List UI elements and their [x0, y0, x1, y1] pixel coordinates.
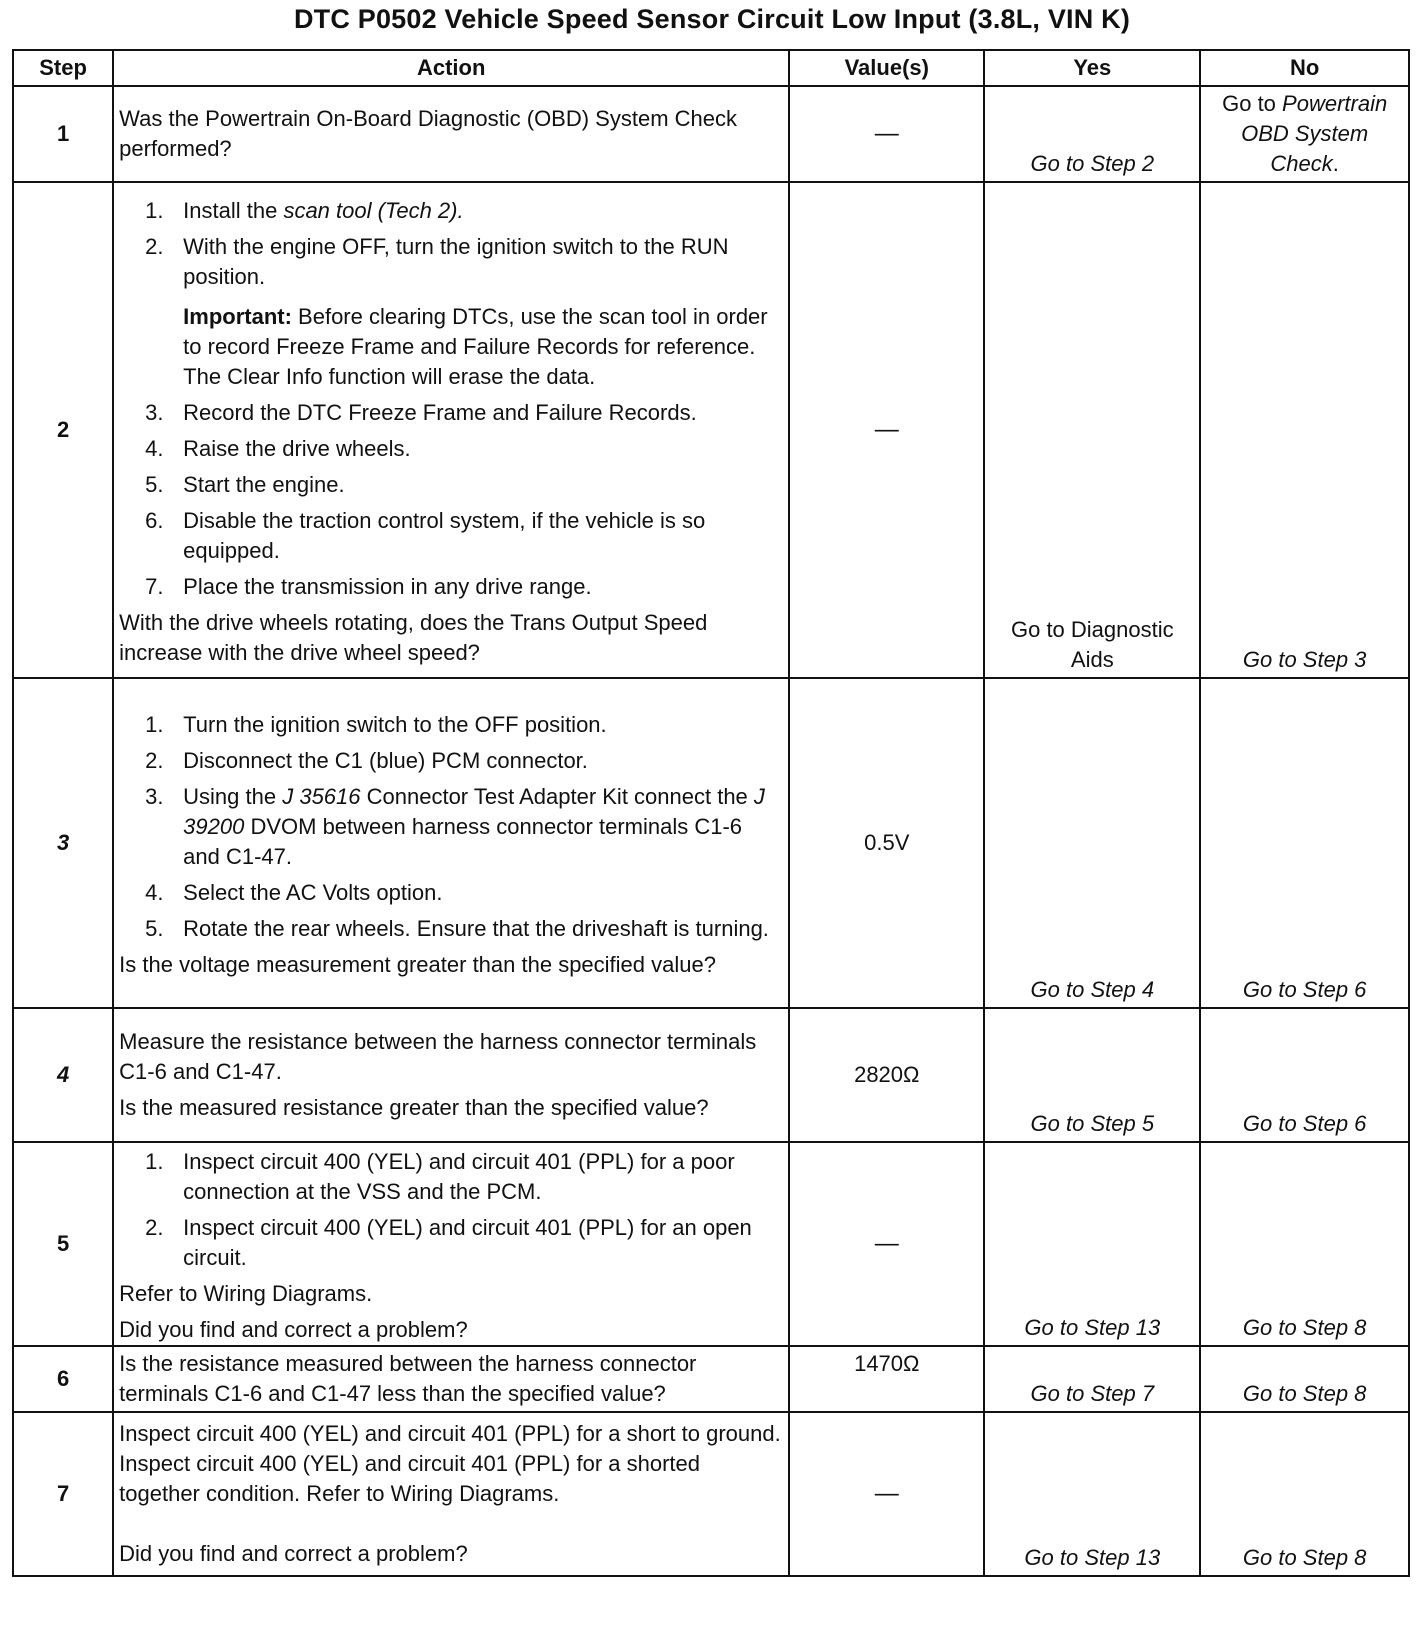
action-question: Did you find and correct a problem?	[119, 1317, 468, 1342]
yes-link[interactable]: Go to Step 4	[984, 678, 1200, 1008]
action-cell	[113, 1142, 789, 1346]
list-item: 6. Disable the traction control system, if the vehicle is so equipped.	[145, 508, 706, 563]
action-cell	[113, 1412, 789, 1576]
step-number: 5	[13, 1142, 113, 1346]
list-item: 2. Inspect circuit 400 (YEL) and circuit 401 (PPL) for an open circuit.	[145, 1215, 752, 1270]
step-number: 4	[13, 1008, 113, 1142]
procedure-list	[119, 1147, 783, 1273]
action-cell	[113, 678, 789, 1008]
list-item: 7. Place the transmission in any drive range.	[145, 574, 592, 599]
table-row-step-3	[13, 678, 1409, 1008]
important-note: Important: Before clearing DTCs, use the scan tool in order to record Freeze Frame and Failure Records for reference. The Clear Info function will erase the data.	[183, 304, 768, 389]
action-cell	[113, 1346, 789, 1412]
step-number: 6	[13, 1346, 113, 1412]
no-link[interactable]: Powertrain OBD System Check	[1241, 91, 1388, 176]
action-text: Inspect circuit 400 (YEL) and circuit 401 (PPL) for a short to ground. Inspect circuit 400 (YEL) and circuit 401 (PPL) for a shorted together condition. Refer to Wiring Diagrams.	[119, 1421, 781, 1506]
table-row-step-2	[13, 182, 1409, 678]
no-prefix: Go to	[1222, 91, 1283, 116]
header-no: No	[1200, 50, 1409, 86]
yes-link[interactable]: Go to Step 13	[984, 1142, 1200, 1346]
value-cell: —	[789, 1142, 984, 1346]
header-action: Action	[113, 50, 789, 86]
list-item: 3. Record the DTC Freeze Frame and Failure Records.	[145, 400, 697, 425]
no-link[interactable]: Go to Step 8	[1200, 1346, 1409, 1412]
value-cell: 2820Ω	[789, 1008, 984, 1142]
value-cell: 0.5V	[789, 678, 984, 1008]
step-number: 3	[13, 678, 113, 1008]
list-item: 5. Rotate the rear wheels. Ensure that the driveshaft is turning.	[145, 916, 769, 941]
action-text: Measure the resistance between the harness connector terminals C1-6 and C1-47.	[119, 1029, 757, 1084]
list-item: 1. Turn the ignition switch to the OFF position.	[145, 712, 607, 737]
step-number: 7	[13, 1412, 113, 1576]
no-suffix: .	[1332, 151, 1339, 176]
no-cell	[1200, 86, 1409, 182]
yes-link[interactable]: Go to Step 7	[984, 1346, 1200, 1412]
action-question: With the drive wheels rotating, does the Trans Output Speed increase with the drive wheel speed?	[119, 610, 708, 665]
no-link[interactable]: Go to Step 8	[1200, 1412, 1409, 1576]
list-item: 2. With the engine OFF, turn the ignition switch to the RUN position.	[145, 234, 729, 289]
step-number: 1	[13, 86, 113, 182]
list-item: 2. Disconnect the C1 (blue) PCM connector.	[145, 748, 588, 773]
list-item: 1. Install the scan tool (Tech 2).	[145, 198, 464, 223]
table-row-step-6	[13, 1346, 1409, 1412]
no-link[interactable]: Go to Step 8	[1200, 1142, 1409, 1346]
step-number: 2	[13, 182, 113, 678]
procedure-list	[119, 196, 783, 292]
list-item: 3. Using the J 35616 Connector Test Adapter Kit connect the J 39200 DVOM between harness connector terminals C1-6 and C1-47.	[145, 784, 765, 869]
action-question: Is the resistance measured between the harness connector terminals C1-6 and C1-47 less than the specified value?	[119, 1351, 697, 1406]
list-item: 5. Start the engine.	[145, 472, 345, 497]
action-cell	[113, 86, 789, 182]
yes-link[interactable]: Go to Step 5	[984, 1008, 1200, 1142]
header-values: Value(s)	[789, 50, 984, 86]
no-link[interactable]: Go to Step 6	[1200, 678, 1409, 1008]
yes-link[interactable]: Go to Diagnostic Aids	[984, 182, 1200, 678]
action-question: Is the measured resistance greater than the specified value?	[119, 1095, 709, 1120]
action-question: Is the voltage measurement greater than the specified value?	[119, 952, 716, 977]
no-link[interactable]: Go to Step 6	[1200, 1008, 1409, 1142]
value-cell: —	[789, 86, 984, 182]
tool-reference: scan tool (Tech 2).	[283, 198, 464, 223]
list-item: 1. Inspect circuit 400 (YEL) and circuit 401 (PPL) for a poor connection at the VSS and the PCM.	[145, 1149, 735, 1204]
document-title: DTC P0502 Vehicle Speed Sensor Circuit Low Input (3.8L, VIN K)	[293, 4, 1131, 34]
action-question: Was the Powertrain On-Board Diagnostic (OBD) System Check performed?	[119, 106, 737, 161]
value-cell: —	[789, 182, 984, 678]
table-row-step-7	[13, 1412, 1409, 1576]
table-row-step-4	[13, 1008, 1409, 1142]
yes-link[interactable]: Go to Step 13	[984, 1412, 1200, 1576]
action-question: Did you find and correct a problem?	[119, 1541, 468, 1566]
diagnostic-table	[12, 49, 1410, 1577]
no-link[interactable]: Go to Step 3	[1200, 182, 1409, 678]
action-cell	[113, 182, 789, 678]
refer-text: Refer to Wiring Diagrams.	[119, 1281, 373, 1306]
table-header-row	[13, 50, 1409, 86]
table-row-step-5	[13, 1142, 1409, 1346]
action-cell	[113, 1008, 789, 1142]
procedure-list	[119, 710, 783, 944]
value-cell: 1470Ω	[789, 1346, 984, 1412]
list-item: 4. Select the AC Volts option.	[145, 880, 443, 905]
list-item: 4. Raise the drive wheels.	[145, 436, 411, 461]
value-cell: —	[789, 1412, 984, 1576]
table-row-step-1	[13, 86, 1409, 182]
yes-link[interactable]: Go to Step 2	[984, 86, 1200, 182]
header-yes: Yes	[984, 50, 1200, 86]
header-step: Step	[13, 50, 113, 86]
procedure-list	[119, 398, 783, 602]
